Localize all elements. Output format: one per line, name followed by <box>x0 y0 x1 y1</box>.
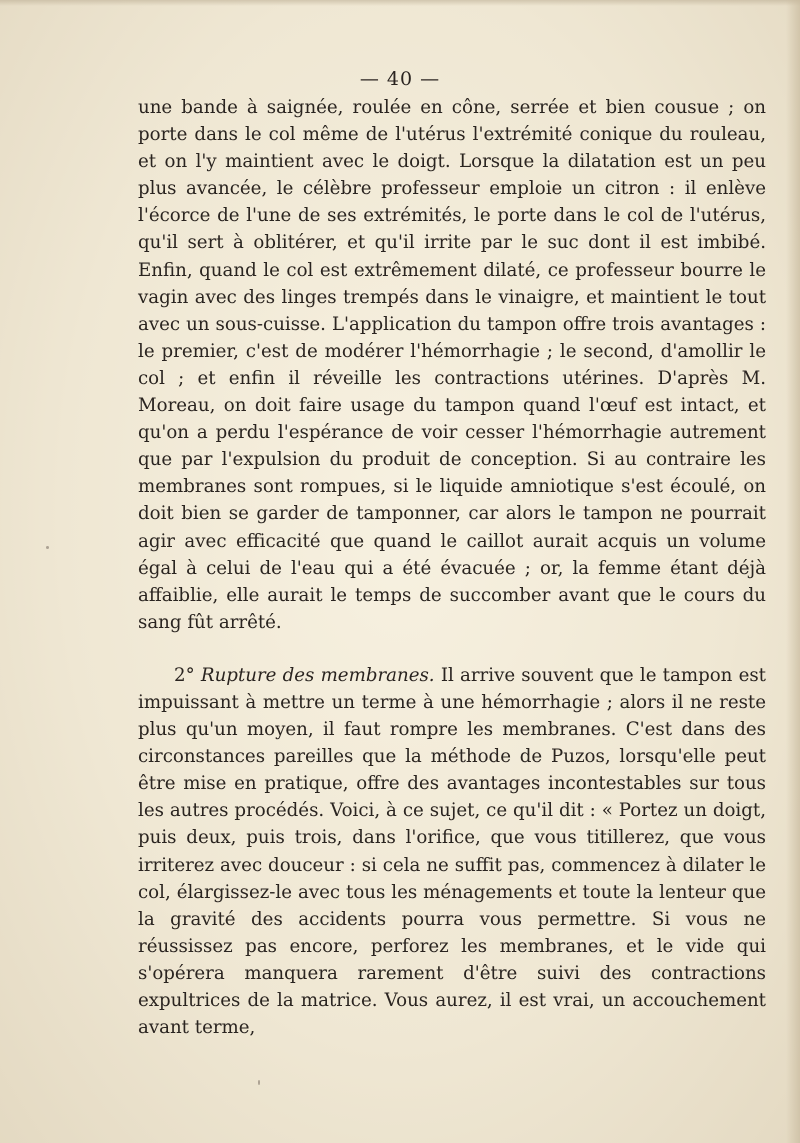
page-right-shadow <box>786 0 800 1143</box>
body-text <box>138 94 766 1041</box>
paper-speck <box>258 1080 260 1085</box>
section-number: 2° <box>174 664 195 686</box>
paragraph-1: une bande à saignée, roulée en cône, serrée et bien cousue ; on porte dans le col même de l'utérus l'extrémité conique du rouleau, et on l'y maintient avec le doigt. Lorsque la dilatation est un peu plus avancée, le célèbre professeur emploie un citron : il enlève l'écorce de l'une de ses extrémités, le porte dans le col de l'utérus, qu'il sert à oblitérer, et qu'il irrite par le suc dont il est imbibé. Enfin, quand le col est extrêmement dilaté, ce professeur bourre le vagin avec des linges trempés dans le vinaigre, et maintient le tout avec un sous-cuisse. L'application du tampon offre trois avantages : le premier, c'est de modérer l'hémorrhagie ; le second, d'amollir le col ; et enfin il réveille les contractions utérines. D'après M. Moreau, on doit faire usage du tampon quand l'œuf est intact, et qu'on a perdu l'espérance de voir cesser l'hémorrhagie autrement que par l'expulsion du produit de conception. Si au contraire les membranes sont rompues, si le liquide amniotique s'est écoulé, on doit bien se garder de tamponner, car alors le tampon ne pourrait agir avec efficacité que quand le caillot aurait acquis un volume égal à celui de l'eau qui a été évacuée ; or, la femme étant déjà affaiblie, elle aurait le temps de succomber avant que le cours du sang fût arrêté. <box>138 97 766 633</box>
paragraph-2 <box>138 662 766 1041</box>
section-heading: Rupture des membranes. <box>200 664 435 686</box>
page-top-shadow <box>0 0 800 6</box>
paper-speck <box>46 546 49 549</box>
paragraph-2-body: Il arrive souvent que le tampon est impuissant à mettre un terme à une hémorrhagie ; alors il ne reste plus qu'un moyen, il faut rompre les membranes. C'est dans des circonstances pareilles que la méthode de Puzos, lorsqu'elle peut être mise en pratique, offre des avantages incontestables sur tous les autres procédés. Voici, à ce sujet, ce qu'il dit : « Portez un doigt, puis deux, puis trois, dans l'orifice, que vous titillerez, que vous irriterez avec douceur : si cela ne suffit pas, commencez à dilater le col, élargissez-le avec tous les ménagements et toute la lenteur que la gravité des accidents pourra vous permettre. Si vous ne réussissez pas encore, perforez les membranes, et le vide qui s'opérera manquera rarement d'être suivi des contractions expultrices de la matrice. Vous aurez, il est vrai, un accouchement avant terme, <box>138 664 766 1039</box>
paper-speck <box>437 1003 439 1005</box>
page-number: — 40 — <box>359 68 441 90</box>
